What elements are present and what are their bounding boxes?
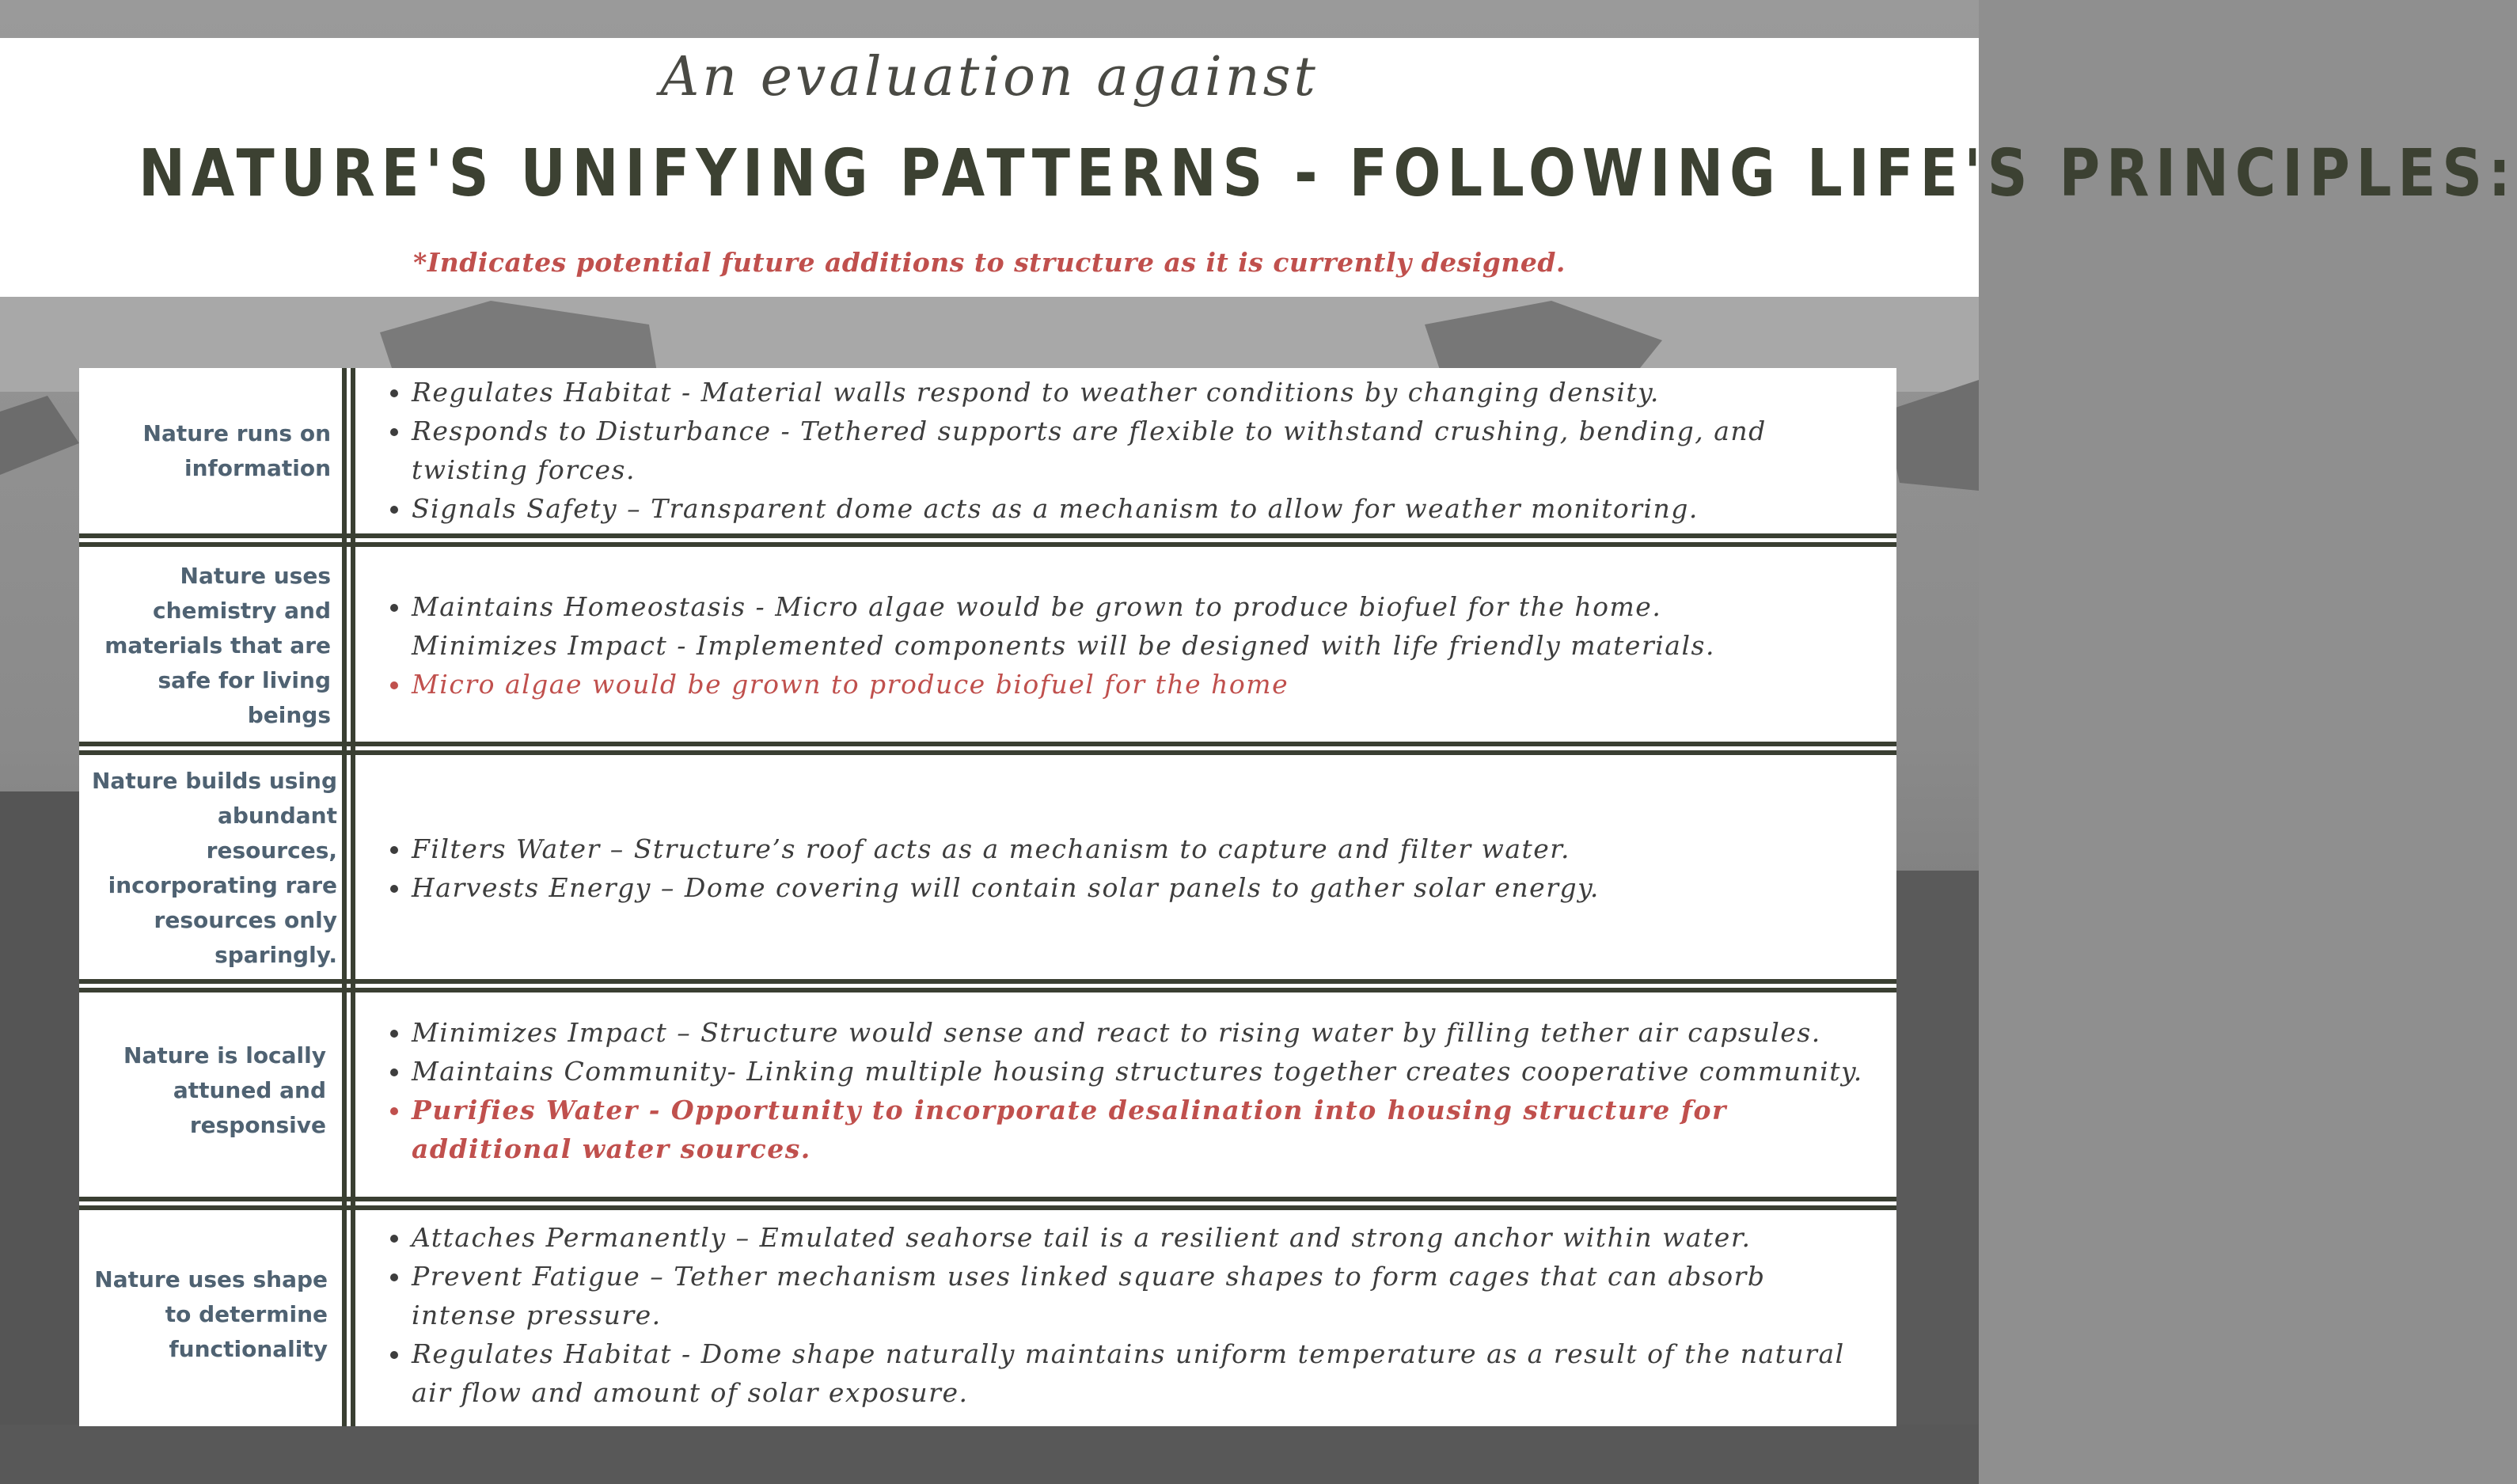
list-item: • Filters Water – Structure’s roof acts as a mechanism to capture and filter water. <box>412 829 1600 868</box>
row-divider <box>79 979 1896 984</box>
row-divider <box>79 742 1896 746</box>
list-item: • Signals Safety – Transparent dome acts as a mechanism to allow for weather monitoring. <box>412 489 1877 528</box>
row-divider <box>79 1205 1896 1210</box>
list-item: • Maintains Community- Linking multiple housing structures together creates cooperative community. <box>412 1052 1877 1091</box>
list-item: • Harvests Energy – Dome covering will contain solar panels to gather solar energy. <box>412 868 1600 907</box>
list-item: • Micro algae would be grown to produce biofuel for the home <box>412 665 1715 704</box>
principles-table <box>79 368 1896 1426</box>
principle-label: Nature runs on information <box>142 420 331 481</box>
principle-label: Nature uses chemistry and materials that are safe for living beings <box>104 562 331 728</box>
list-item: • Regulates Habitat - Dome shape naturally maintains uniform temperature as a result of the natural air flow and amount of solar exposure. <box>412 1334 1877 1412</box>
principle-label: Nature is locally attuned and responsive <box>123 1042 326 1138</box>
row-divider <box>79 1197 1896 1201</box>
list-item: • Minimizes Impact – Structure would sense and react to rising water by filling tether air capsules. <box>412 1013 1877 1052</box>
list-item: • Purifies Water - Opportunity to incorporate desalination into housing structure for additional water sources. <box>412 1091 1877 1168</box>
row-content <box>358 368 1877 532</box>
subtitle: An evaluation against <box>660 46 1319 108</box>
list-item: • Responds to Disturbance - Tethered supports are flexible to withstand crushing, bending, and twisting forces. <box>412 412 1877 489</box>
column-divider <box>342 368 347 1426</box>
principle-label: Nature builds using abundant resources, incorporating rare resources only sparingly. <box>92 768 337 968</box>
row-divider <box>79 988 1896 992</box>
future-additions-note: *Indicates potential future additions to structure as it is currently designed. <box>413 247 1566 278</box>
list-item: • Prevent Fatigue – Tether mechanism uses linked square shapes to form cages that can absorb intense pressure. <box>412 1257 1877 1334</box>
bullet-list <box>358 587 1715 704</box>
bullet-list <box>358 829 1600 907</box>
list-item: • Regulates Habitat - Material walls respond to weather conditions by changing density. <box>412 373 1877 412</box>
list-item: Minimizes Impact - Implemented components will be designed with life friendly materials. <box>412 630 1715 661</box>
row-content <box>358 548 1877 742</box>
row-divider <box>79 533 1896 538</box>
row-divider <box>79 750 1896 755</box>
row-divider <box>79 542 1896 547</box>
list-item: • Attaches Permanently – Emulated seahorse tail is a resilient and strong anchor within water. <box>412 1218 1877 1257</box>
bullet-list <box>358 373 1877 528</box>
row-content <box>358 1203 1877 1426</box>
bullet-list <box>358 1013 1877 1168</box>
page-title: NATURE'S UNIFYING PATTERNS - FOLLOWING LIFE'S PRINCIPLES: <box>139 136 2517 211</box>
principle-label: Nature uses shape to determine functionality <box>94 1266 328 1362</box>
list-item: • Maintains Homeostasis - Micro algae would be grown to produce biofuel for the home. <box>412 587 1715 626</box>
row-content <box>358 993 1877 1187</box>
column-divider <box>351 368 355 1426</box>
row-content <box>358 757 1877 979</box>
bullet-list <box>358 1218 1877 1412</box>
